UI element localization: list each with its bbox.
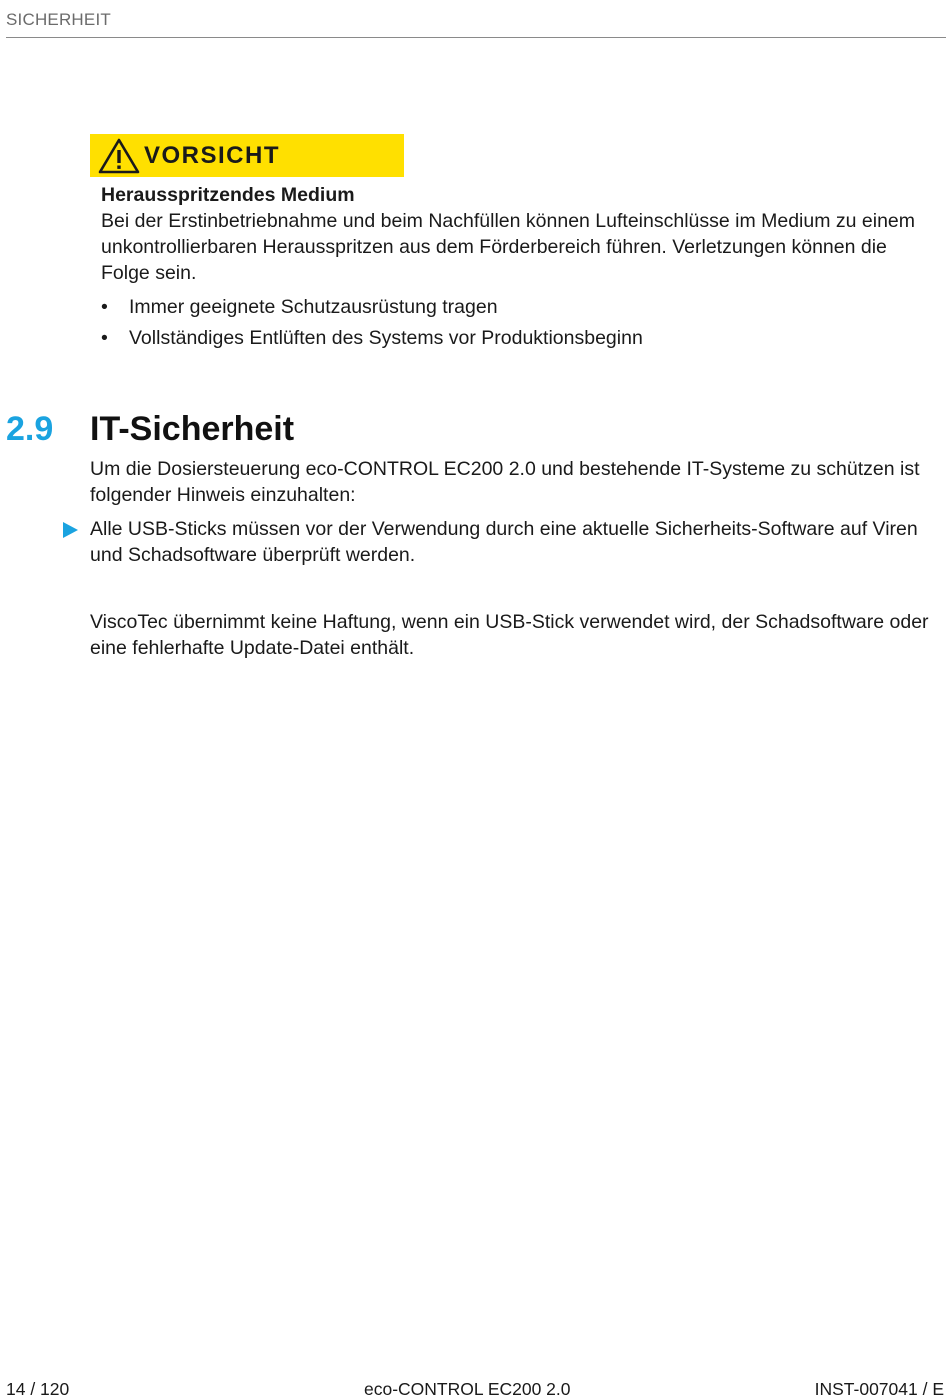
footer-document-id: INST-007041 / E <box>814 1379 944 1399</box>
bullet-marker: • <box>101 296 108 318</box>
list-item <box>101 292 931 323</box>
list-item <box>101 323 931 354</box>
caution-banner <box>90 134 404 177</box>
running-header: SICHERHEIT <box>6 10 111 29</box>
action-step-text: Alle USB-Sticks müssen vor der Verwendung durch eine aktuelle Sicherheits-Software auf Viren und Schadsoftware überprüft werden. <box>90 518 918 566</box>
page-number: 14 / 120 <box>6 1379 70 1399</box>
caution-body <box>101 182 931 354</box>
liability-disclaimer: ViscoTec übernimmt keine Haftung, wenn ein USB-Stick verwendet wird, der Schadsoftware oder eine fehlerhafte Update-Datei enthält. <box>90 611 929 659</box>
section-number: 2.9 <box>6 410 54 448</box>
caution-measure-text: Vollständiges Entlüften des Systems vor Produktionsbeginn <box>129 327 643 349</box>
bullet-marker: • <box>101 327 108 349</box>
section-intro: Um die Dosiersteuerung eco-CONTROL EC200 2.0 und bestehende IT-Systeme zu schützen ist folgender Hinweis einzuhalten: <box>90 458 920 506</box>
section-title: IT-Sicherheit <box>90 410 295 448</box>
warning-triangle-icon <box>98 138 140 174</box>
footer-product-name: eco-CONTROL EC200 2.0 <box>364 1379 571 1399</box>
caution-title: Herausspritzendes Medium <box>101 184 355 206</box>
caution-measures-list <box>101 292 931 354</box>
header-divider <box>6 37 946 38</box>
caution-text: Bei der Erstinbetriebnahme und beim Nachfüllen können Lufteinschlüsse im Medium zu einem unkontrollierbaren Herausspritzen aus dem Förderbereich führen. Verletzungen können die Folge sein. <box>101 210 916 284</box>
action-step <box>62 516 942 568</box>
play-arrow-icon <box>62 520 79 538</box>
caution-measure-text: Immer geeignete Schutzausrüstung tragen <box>129 296 498 318</box>
caution-signal-word: VORSICHT <box>144 141 281 169</box>
